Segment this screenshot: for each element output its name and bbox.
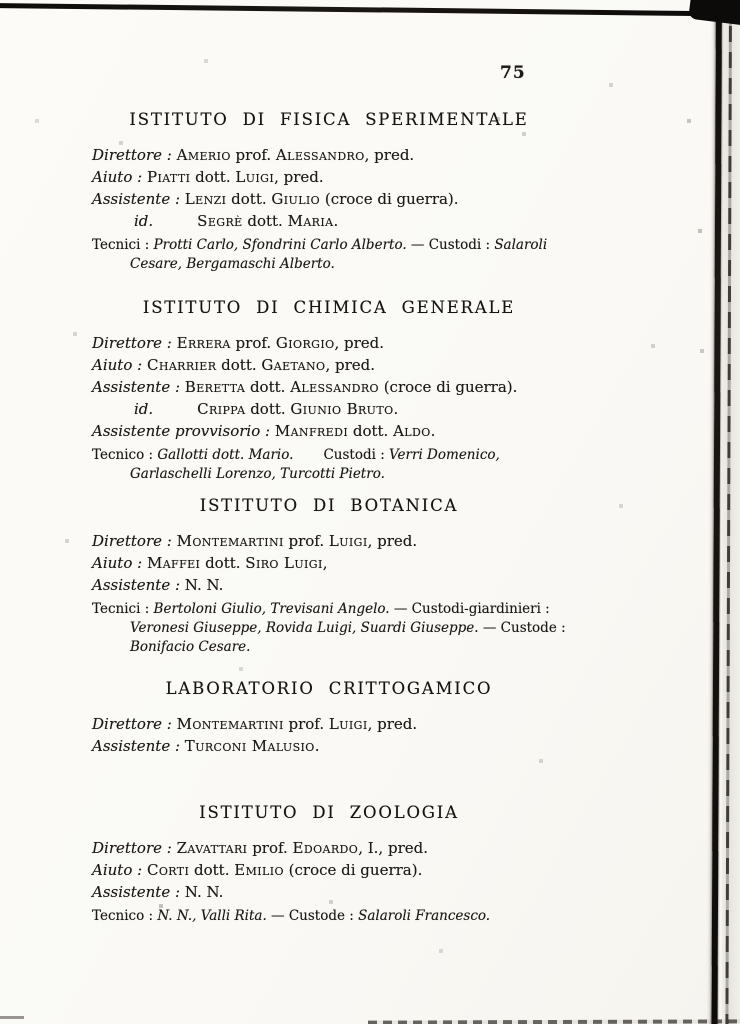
text-run: Tecnico : xyxy=(92,447,158,463)
staff-line xyxy=(92,210,566,232)
person-name: Montemartini xyxy=(176,715,284,733)
person-name: Manfredi xyxy=(274,422,349,440)
staff-line xyxy=(92,188,566,210)
staff-line xyxy=(92,332,566,354)
text-run: — Custode : xyxy=(266,908,359,924)
person-name: Bertoloni Giulio, Trevisani Angelo. xyxy=(153,601,390,617)
technicians-note-line xyxy=(92,600,566,657)
text-run: dott. xyxy=(242,212,288,230)
staff-line xyxy=(92,376,566,398)
text-run: — Custode : xyxy=(478,620,566,636)
text-run: , xyxy=(322,554,328,572)
technicians-note-line xyxy=(92,236,566,274)
institute-section xyxy=(92,110,566,274)
staff-line xyxy=(92,859,566,881)
staff-line xyxy=(92,713,566,735)
institute-title: LABORATORIO CRITTOGAMICO xyxy=(165,679,493,698)
staff-line xyxy=(92,530,566,552)
staff-line xyxy=(92,574,566,596)
text-run: prof. xyxy=(283,532,329,550)
institute-section xyxy=(92,679,566,757)
text-run: , I., pred. xyxy=(358,839,428,857)
person-name: Giulio xyxy=(271,190,321,208)
text-run: Custodi : xyxy=(323,447,390,463)
role-label: id. xyxy=(134,212,154,230)
text-run: (croce di guerra). xyxy=(283,861,423,879)
text-run: dott. xyxy=(216,356,262,374)
technicians-note-line xyxy=(92,446,566,484)
person-name: Alessandro xyxy=(290,378,379,396)
role-label: Assistente : xyxy=(92,378,185,396)
staff-line xyxy=(92,837,566,859)
staff-line xyxy=(92,354,566,376)
text-run: , pred. xyxy=(325,356,376,374)
person-name: Giunio Bruto xyxy=(290,400,394,418)
person-name: Alessandro xyxy=(275,146,365,164)
person-name: Piatti xyxy=(146,168,191,186)
text-run: . xyxy=(314,737,320,755)
scan-binding-line xyxy=(711,0,722,1024)
role-label: Assistente : xyxy=(92,576,185,594)
person-name: Siro Luigi xyxy=(245,554,323,572)
text-run: — Custodi-giardinieri : xyxy=(389,601,550,617)
role-label: Direttore : xyxy=(92,532,177,550)
person-name: Protti Carlo, Sfondrini Carlo Alberto. xyxy=(153,237,407,253)
scan-speckles xyxy=(0,0,2,2)
text-run: — Custodi : xyxy=(406,237,495,253)
person-name: Bonifacio Cesare. xyxy=(130,639,251,655)
institute-title: ISTITUTO DI ZOOLOGIA xyxy=(199,803,459,822)
text-run: dott. xyxy=(348,422,394,440)
institute-section xyxy=(92,496,566,657)
person-name: Gaetano xyxy=(261,356,326,374)
text-run: Tecnici : xyxy=(92,601,154,617)
role-label: Aiuto : xyxy=(92,554,147,572)
text-run: prof. xyxy=(247,839,293,857)
text-run: dott. xyxy=(200,554,246,572)
text-run: dott. xyxy=(245,400,291,418)
text-run: Tecnici : xyxy=(92,237,154,253)
text-run: N. N. xyxy=(184,576,224,594)
text-run: prof. xyxy=(230,334,276,352)
person-name: Lenzi xyxy=(184,190,227,208)
person-name: Maria xyxy=(287,212,334,230)
text-run: . xyxy=(393,400,399,418)
text-run: N. N. xyxy=(184,883,224,901)
text-run: , pred. xyxy=(364,146,415,164)
role-label: Direttore : xyxy=(92,146,177,164)
institute-title: ISTITUTO DI FISICA SPERIMENTALE xyxy=(129,110,529,129)
technicians-note-line xyxy=(92,907,566,926)
institute-section xyxy=(92,298,566,484)
text-run: . xyxy=(333,212,339,230)
person-name: Corti xyxy=(146,861,190,879)
role-label: Aiuto : xyxy=(92,356,147,374)
person-name: Salaroli Cesare, Bergamaschi Alberto. xyxy=(130,237,548,272)
person-name: Beretta xyxy=(184,378,246,396)
person-name: Montemartini xyxy=(176,532,284,550)
institute-title: ISTITUTO DI BOTANICA xyxy=(199,496,459,515)
person-name: Turconi Malusio xyxy=(184,737,315,755)
person-name: Gallotti dott. Mario. xyxy=(157,447,294,463)
person-name: Charrier xyxy=(146,356,217,374)
text-run: dott. xyxy=(245,378,291,396)
person-name: Veronesi Giuseppe, Rovida Luigi, Suardi Giuseppe. xyxy=(130,620,479,636)
person-name: Luigi xyxy=(328,715,368,733)
staff-line xyxy=(92,166,566,188)
scan-bottom-left-mark xyxy=(0,1016,24,1019)
person-name: Giorgio xyxy=(275,334,335,352)
scan-corner-blob xyxy=(688,0,740,25)
text-run: dott. xyxy=(190,168,236,186)
person-name: Amerio xyxy=(176,146,231,164)
role-label: Assistente provvisorio : xyxy=(92,422,275,440)
role-label: Assistente : xyxy=(92,737,185,755)
institute-title: ISTITUTO DI CHIMICA GENERALE xyxy=(142,298,516,317)
person-name: Emilio xyxy=(234,861,284,879)
page-number: 75 xyxy=(500,63,526,83)
role-label: Direttore : xyxy=(92,839,177,857)
person-name: Luigi xyxy=(328,532,368,550)
role-label: Direttore : xyxy=(92,334,177,352)
text-run: Tecnico : xyxy=(92,908,158,924)
staff-line xyxy=(92,398,566,420)
text-run: , pred. xyxy=(334,334,385,352)
role-label: Direttore : xyxy=(92,715,177,733)
text-run: dott. xyxy=(226,190,272,208)
person-name: Aldo xyxy=(393,422,431,440)
scan-bottom-edge xyxy=(368,1019,740,1024)
staff-line xyxy=(92,735,566,757)
person-name: Verri Domenico, Garlaschelli Lorenzo, Turcotti Pietro. xyxy=(130,447,500,482)
sections-container xyxy=(92,0,566,926)
text-run: . xyxy=(430,422,436,440)
text-run: (croce di guerra). xyxy=(378,378,518,396)
person-name: Errera xyxy=(176,334,231,352)
person-name: Edoardo xyxy=(292,839,359,857)
role-label: id. xyxy=(134,400,154,418)
text-run: dott. xyxy=(189,861,235,879)
institute-section xyxy=(92,803,566,926)
person-name: Maffei xyxy=(146,554,201,572)
staff-line xyxy=(92,881,566,903)
person-name: Salaroli Francesco. xyxy=(358,908,491,924)
text-run: , pred. xyxy=(274,168,324,186)
staff-line xyxy=(92,420,566,442)
text-run: , pred. xyxy=(367,715,418,733)
person-name: Luigi xyxy=(235,168,275,186)
role-label: Aiuto : xyxy=(92,861,147,879)
role-label: Assistente : xyxy=(92,883,185,901)
role-label: Assistente : xyxy=(92,190,185,208)
text-run: (croce di guerra). xyxy=(320,190,459,208)
text-run: , pred. xyxy=(367,532,418,550)
person-name: Zavattari xyxy=(176,839,248,857)
text-run: prof. xyxy=(230,146,276,164)
role-label: Aiuto : xyxy=(92,168,147,186)
person-name: Crippa xyxy=(197,400,246,418)
staff-line xyxy=(92,552,566,574)
person-name: Segrè xyxy=(197,212,243,230)
person-name: N. N., Valli Rita. xyxy=(157,908,267,924)
text-run: prof. xyxy=(283,715,329,733)
staff-line xyxy=(92,144,566,166)
